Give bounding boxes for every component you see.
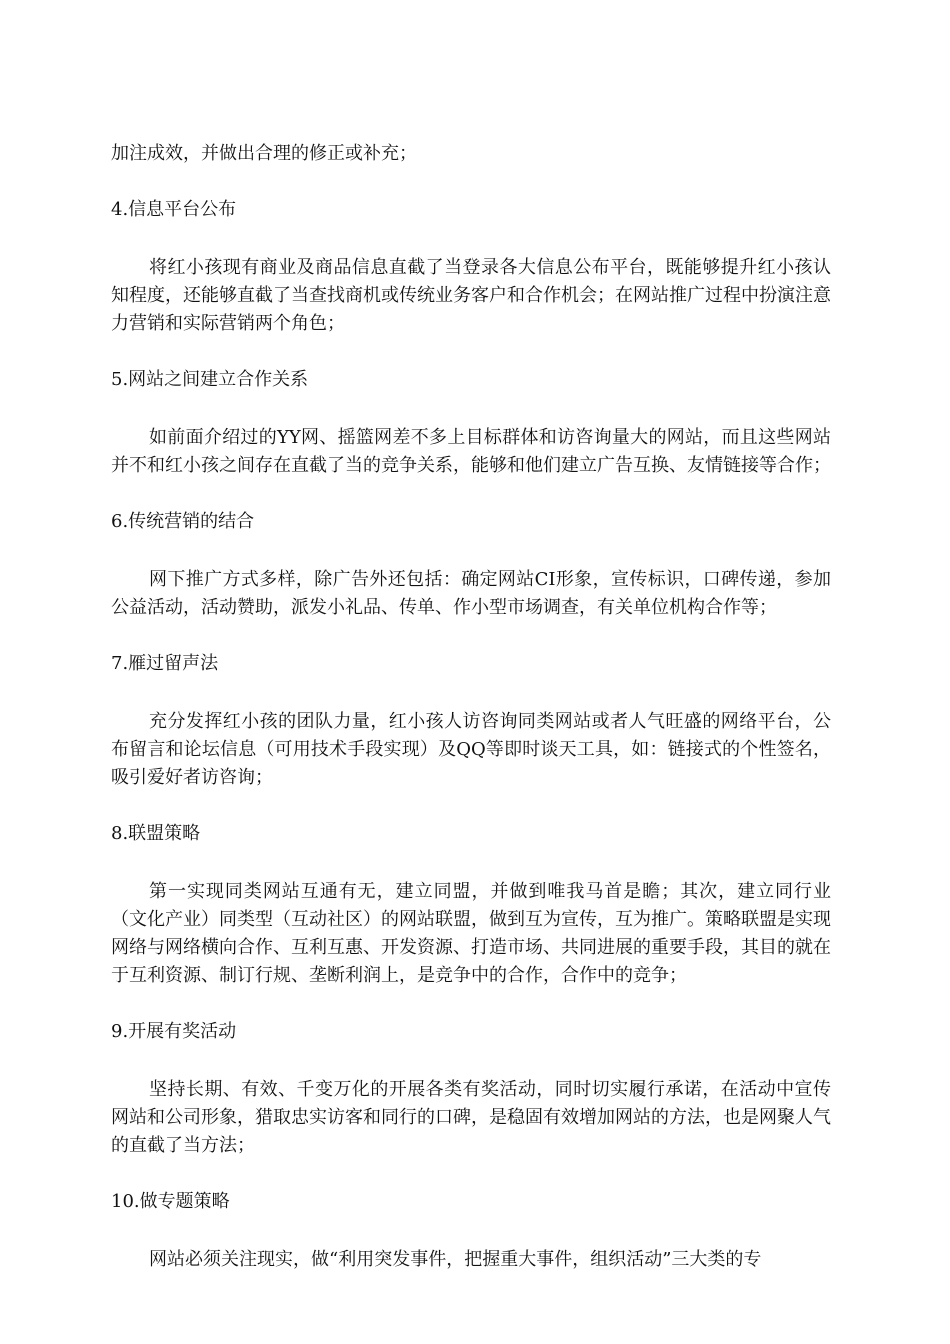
section-heading-9: 9.开展有奖活动	[111, 1021, 237, 1042]
section-heading-10: 10.做专题策略	[111, 1191, 230, 1212]
section-body-10: 网站必须关注现实，做“利用突发事件，把握重大事件，组织活动”三大类的专	[149, 1249, 762, 1270]
section-body-4: 将红小孩现有商业及商品信息直截了当登录各大信息公布平台，既能够提升红小孩认知程度，还能够直截了当查找商机或传统业务客户和合作机会；在网站推广过程中扮演注意力营销和实际营销两个角色；	[111, 257, 831, 334]
section-body-8: 第一实现同类网站互通有无，建立同盟，并做到唯我马首是瞻；其次，建立同行业（文化产业）同类型（互动社区）的网站联盟，做到互为宣传，互为推广。策略联盟是实现网络与网络横向合作、互利互惠、开发资源、打造市场、共同进展的重要手段，其目的就在于互利资源、制订行规、垄断利润上，是竞争中的合作，合作中的竞争；	[111, 881, 831, 986]
section-heading-6: 6.传统营销的结合	[111, 511, 255, 532]
document-body	[111, 140, 831, 1274]
section-heading-7: 7.雁过留声法	[111, 653, 219, 674]
intro-tail-paragraph: 加注成效，并做出合理的修正或补充；	[111, 143, 417, 164]
section-body-5: 如前面介绍过的YY网、摇篮网差不多上目标群体和访咨询量大的网站，而且这些网站并不和红小孩之间存在直截了当的竞争关系，能够和他们建立广告互换、友情链接等合作；	[111, 427, 831, 476]
section-body-6: 网下推广方式多样，除广告外还包括：确定网站CI形象，宣传标识，口碑传递，参加公益活动，活动赞助，派发小礼品、传单、作小型市场调查，有关单位机构合作等；	[111, 569, 831, 618]
section-heading-5: 5.网站之间建立合作关系	[111, 369, 309, 390]
section-heading-4: 4.信息平台公布	[111, 199, 237, 220]
section-body-9: 坚持长期、有效、千变万化的开展各类有奖活动，同时切实履行承诺，在活动中宣传网站和公司形象，猎取忠实访客和同行的口碑，是稳固有效增加网站的方法，也是网聚人气的直截了当方法；	[111, 1079, 831, 1156]
section-body-7: 充分发挥红小孩的团队力量，红小孩人访咨询同类网站或者人气旺盛的网络平台，公布留言和论坛信息（可用技术手段实现）及QQ等即时谈天工具，如：链接式的个性签名，吸引爱好者访咨询；	[111, 711, 831, 788]
section-heading-8: 8.联盟策略	[111, 823, 201, 844]
